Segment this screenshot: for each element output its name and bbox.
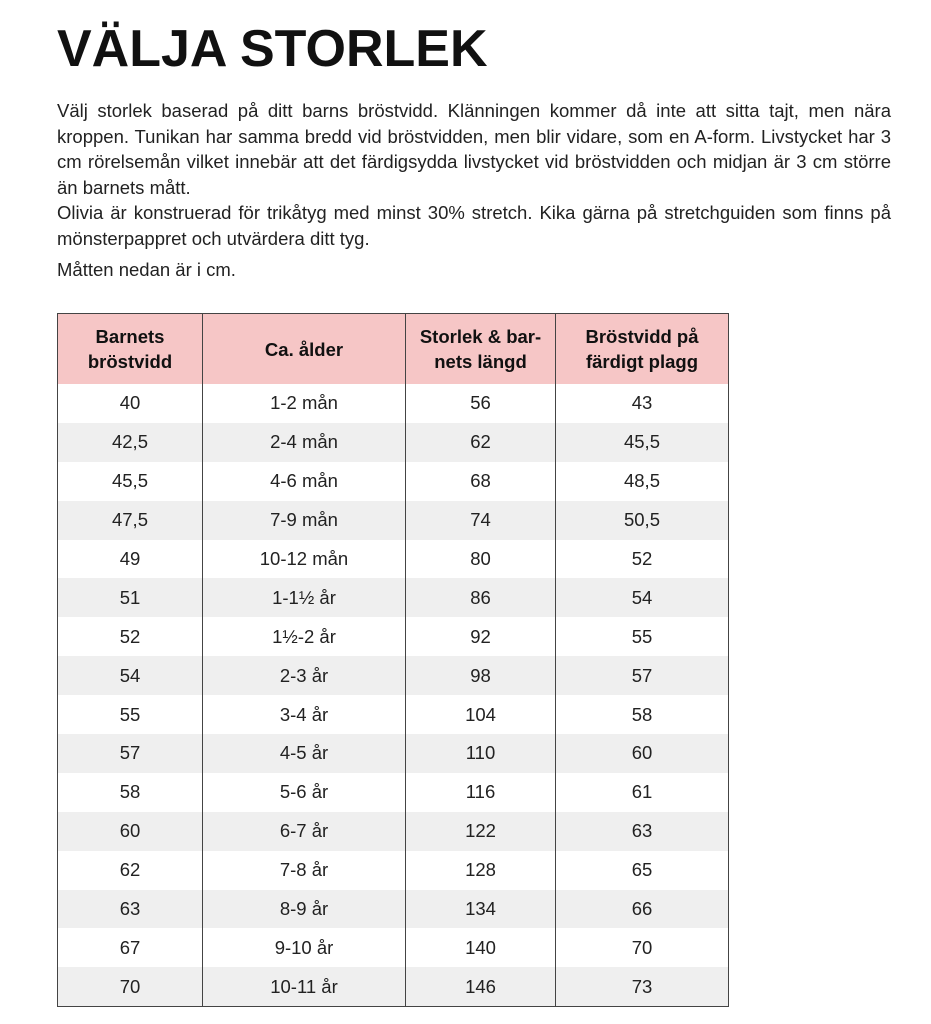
cell-child-chest: 55	[58, 695, 203, 734]
cell-finished-chest: 65	[556, 851, 729, 890]
column-header-child-chest	[58, 314, 203, 385]
table-row	[58, 423, 729, 462]
cell-child-chest: 70	[58, 967, 203, 1006]
cell-child-chest: 45,5	[58, 462, 203, 501]
table-row	[58, 695, 729, 734]
table-row	[58, 890, 729, 929]
cell-size-height: 110	[406, 734, 556, 773]
cell-child-chest: 67	[58, 928, 203, 967]
cell-size-height: 146	[406, 967, 556, 1006]
cell-size-height: 56	[406, 384, 556, 423]
table-row	[58, 773, 729, 812]
table-row	[58, 384, 729, 423]
cell-age: 4-6 mån	[203, 462, 406, 501]
table-row	[58, 967, 729, 1006]
cell-age: 10-11 år	[203, 967, 406, 1006]
column-header-line: Barnets	[95, 326, 165, 347]
table-row	[58, 734, 729, 773]
cell-age: 7-8 år	[203, 851, 406, 890]
column-header-finished-chest	[556, 314, 729, 385]
cell-age: 1-2 mån	[203, 384, 406, 423]
cell-finished-chest: 60	[556, 734, 729, 773]
cell-size-height: 92	[406, 617, 556, 656]
cell-child-chest: 49	[58, 540, 203, 579]
cell-age: 5-6 år	[203, 773, 406, 812]
cell-finished-chest: 54	[556, 578, 729, 617]
cell-finished-chest: 45,5	[556, 423, 729, 462]
intro-paragraph-stretch: Olivia är konstruerad för trikåtyg med minst 30% stretch. Kika gärna på stretchguiden som finns på mönsterpappret och utvärdera ditt tyg.	[57, 202, 891, 249]
cell-finished-chest: 52	[556, 540, 729, 579]
table-row	[58, 928, 729, 967]
cell-size-height: 98	[406, 656, 556, 695]
size-table	[57, 313, 729, 1007]
cell-finished-chest: 43	[556, 384, 729, 423]
cell-age: 2-3 år	[203, 656, 406, 695]
cell-finished-chest: 55	[556, 617, 729, 656]
cell-finished-chest: 57	[556, 656, 729, 695]
size-table-header-row	[58, 314, 729, 385]
cell-size-height: 74	[406, 501, 556, 540]
cell-age: 10-12 mån	[203, 540, 406, 579]
cell-child-chest: 42,5	[58, 423, 203, 462]
cell-age: 4-5 år	[203, 734, 406, 773]
cell-age: 6-7 år	[203, 812, 406, 851]
table-row	[58, 851, 729, 890]
cell-finished-chest: 66	[556, 890, 729, 929]
cell-finished-chest: 61	[556, 773, 729, 812]
cell-child-chest: 60	[58, 812, 203, 851]
cell-finished-chest: 48,5	[556, 462, 729, 501]
cell-age: 3-4 år	[203, 695, 406, 734]
cell-size-height: 80	[406, 540, 556, 579]
column-header-line: Bröstvidd på	[585, 326, 699, 347]
table-row	[58, 501, 729, 540]
column-header-line: färdigt plagg	[585, 351, 699, 372]
page-title: VÄLJA STORLEK	[57, 20, 488, 78]
cell-age: 1-1½ år	[203, 578, 406, 617]
cell-child-chest: 47,5	[58, 501, 203, 540]
intro-text	[57, 98, 891, 282]
cell-size-height: 68	[406, 462, 556, 501]
cell-child-chest: 51	[58, 578, 203, 617]
cell-child-chest: 62	[58, 851, 203, 890]
cell-child-chest: 58	[58, 773, 203, 812]
cell-size-height: 104	[406, 695, 556, 734]
cell-child-chest: 52	[58, 617, 203, 656]
cell-size-height: 62	[406, 423, 556, 462]
cell-child-chest: 54	[58, 656, 203, 695]
cell-size-height: 86	[406, 578, 556, 617]
cell-child-chest: 57	[58, 734, 203, 773]
column-header-age	[203, 314, 406, 385]
table-row	[58, 578, 729, 617]
column-header-size-height	[406, 314, 556, 385]
cell-finished-chest: 70	[556, 928, 729, 967]
cell-size-height: 122	[406, 812, 556, 851]
cell-child-chest: 40	[58, 384, 203, 423]
table-row	[58, 540, 729, 579]
intro-paragraph-fit: Välj storlek baserad på ditt barns bröstvidd. Klänningen kommer då inte att sitta tajt, men nära kroppen. Tunikan har samma bredd vid bröstvidden, men blir vidare, som en A-form. Livstycket har 3 cm rörelsemån vilket innebär att det färdigsydda livstycket vid bröstvidden och midjan är 3 cm större än barnets mått.	[57, 100, 891, 198]
column-header-line: bröstvidd	[87, 351, 173, 372]
cell-age: 2-4 mån	[203, 423, 406, 462]
cell-size-height: 140	[406, 928, 556, 967]
cell-child-chest: 63	[58, 890, 203, 929]
units-note: Måtten nedan är i cm.	[57, 258, 236, 280]
cell-age: 1½-2 år	[203, 617, 406, 656]
cell-size-height: 128	[406, 851, 556, 890]
size-table-body	[58, 384, 729, 1007]
cell-finished-chest: 58	[556, 695, 729, 734]
cell-finished-chest: 50,5	[556, 501, 729, 540]
column-header-line: Ca. ålder	[264, 338, 344, 360]
table-row	[58, 812, 729, 851]
table-row	[58, 656, 729, 695]
column-header-line: nets längd	[434, 351, 527, 372]
cell-finished-chest: 73	[556, 967, 729, 1006]
cell-age: 7-9 mån	[203, 501, 406, 540]
table-row	[58, 462, 729, 501]
cell-size-height: 116	[406, 773, 556, 812]
cell-size-height: 134	[406, 890, 556, 929]
cell-finished-chest: 63	[556, 812, 729, 851]
table-row	[58, 617, 729, 656]
column-header-line: Storlek & bar-	[419, 326, 542, 347]
cell-age: 9-10 år	[203, 928, 406, 967]
cell-age: 8-9 år	[203, 890, 406, 929]
